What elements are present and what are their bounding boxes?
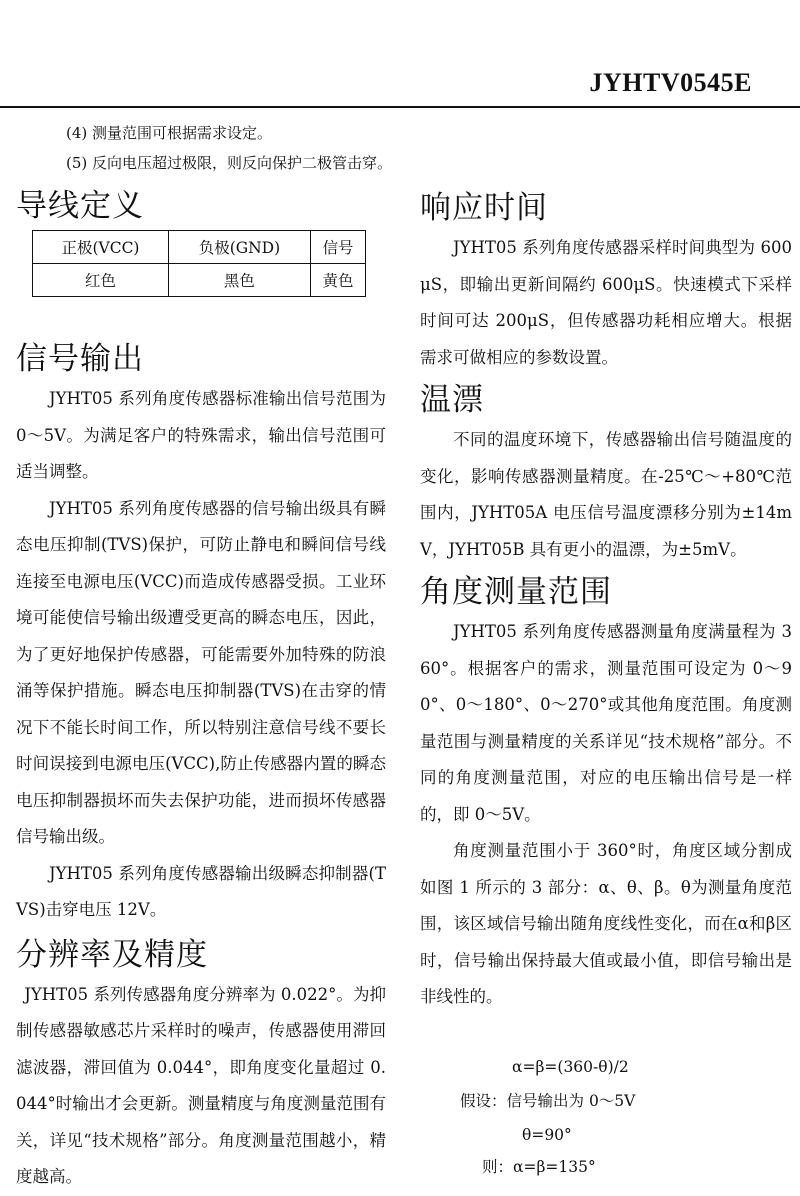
signal-output-paragraph: JYHT05 系列角度传感器标准输出信号范围为 0～5V。为满足客户的特殊需求，输出信号范围可适当调整。 [16,389,386,481]
formula-alpha-beta: α=β=(360-θ)/2 [512,1058,629,1076]
section-title-signal-output: 信号输出 [16,341,144,377]
temperature-drift-paragraph: 不同的温度环境下，传感器输出信号随温度的变化，影响传感器测量精度。在-25℃～+80℃范围内，JYHT05A 电压信号温度漂移分别为±14mV，JYHT05B 具有更小的温漂，为±5mV。 [420,430,792,559]
signal-output-paragraph: JYHT05 系列角度传感器的信号输出级具有瞬态电压抑制(TVS)保护，可防止静电和瞬间信号线连接至电源电压(VCC)而造成传感器受损。工业环境可能使信号输出级遭受更高的瞬态电压，因此，为了更好地保护传感器，可能需要外加特殊的防浪涌等保护措施。瞬态电压抑制器(TVS)在击穿的情况下不能长时间工作，所以特别注意信号线不要长时间误接到电源电压(VCC),防止传感器内置的瞬态电压抑制器损坏而失去保护功能，进而损坏传感器信号输出级。 [16,498,386,846]
section-title-temperature-drift: 温漂 [420,382,484,418]
section-title-resolution: 分辨率及精度 [16,936,208,973]
angle-range-paragraph: JYHT05 系列角度传感器测量角度满量程为 360°。根据客户的需求，测量范围可设定为 0～90°、0～180°、0～270°或其他角度范围。角度测量范围与测量精度的关系详见“技术规格”部分。不同的角度测量范围，对应的电压输出信号是一样的，即 0～5V。 [420,622,792,824]
response-time-paragraph: JYHT05 系列角度传感器采样时间典型为 600μS，即输出更新间隔约 600μS。快速模式下采样时间可达 200μS，但传感器功耗相应增大。根据需求可做相应的参数设置。 [420,238,792,367]
table-header-cell: 信号 [310,231,365,264]
table-row [33,264,366,297]
table-cell: 黑色 [168,264,310,297]
result-value: α=β=135° [513,1158,596,1176]
signal-output-paragraph: JYHT05 系列角度传感器输出级瞬态抑制器(TVS)击穿电压 12V。 [16,863,386,919]
angle-range-paragraph: 角度测量范围小于 360°时，角度区域分割成如图 1 所示的 3 部分：α、θ、β。θ为测量角度范围，该区域信号输出随角度线性变化，而在α和β区时，信号输出保持最大值或最小值，即信号输出是非线性的。 [420,841,792,1006]
table-row [33,231,366,264]
document-model-number: JYHTV0545E [589,68,752,97]
assumption-value: 信号输出为 0～5V [506,1092,636,1110]
section-title-wire-definition: 导线定义 [16,188,144,224]
left-column [16,118,393,1196]
right-column [420,186,792,1016]
header-rule [0,106,800,108]
note-item: (4) 测量范围可根据需求设定。 [66,124,273,142]
assumption-line [460,1090,635,1112]
result-line [482,1156,596,1178]
wire-definition-table [32,230,366,297]
result-label: 则： [482,1158,514,1176]
table-cell: 黄色 [310,264,365,297]
resolution-paragraph: JYHT05 系列传感器角度分辨率为 0.022°。为抑制传感器敏感芯片采样时的噪声，传感器使用滞回滤波器，滞回值为 0.044°，即角度变化量超过 0.044°时输出才会更新。测量精度与角度测量范围有关，详见“技术规格”部分。角度测量范围越小，精度越高。 [16,984,386,1186]
theta-value: θ=90° [522,1126,572,1144]
assumption-label: 假设： [460,1092,507,1110]
note-item: (5) 反向电压超过极限，则反向保护二极管击穿。 [66,154,393,172]
table-header-cell: 正极(VCC) [33,231,169,264]
section-title-angle-range: 角度测量范围 [420,574,612,610]
table-cell: 红色 [33,264,169,297]
table-header-cell: 负极(GND) [168,231,310,264]
section-title-response-time: 响应时间 [420,190,548,226]
